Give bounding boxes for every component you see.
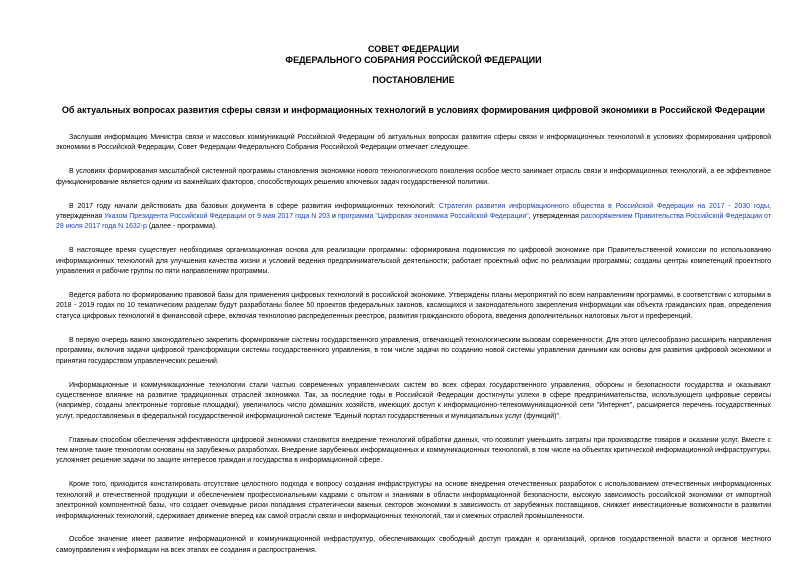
paragraph-5: Ведется работа по формированию правовой базы для применения цифровых технологий в российской экономике. Утверждены планы мероприятий по всем направлениям программы, в соответствии с которыми в 2018 - 2019 годах по 10 тематическим разделам будут разработаны более 50 проектов федеральных законов, касающихся и законодательного закрепления информации как объекта гражданских прав, определения статуса цифровых технологий в финансовой сфере, включая технологию распределенных реестров, развития гражданского оборота, введения дополнительных налоговых льгот и преференций. xyxy=(56,292,771,320)
strategy-link[interactable]: Стратегия развития информационного общества в Российской Федерации на 2017 - 2030 годы xyxy=(438,202,770,210)
document-body xyxy=(56,133,771,556)
paragraph-3-text-1: В 2017 году начали действовать два базовых документа в сфере развития информационных технологий: xyxy=(69,202,439,210)
paragraph-9: Кроме того, приходится констатировать отсутствие целостного подхода к вопросу создания инфраструктуры на основе внедрения отечественных разработок с использованием отечественных информационных технологий и отечественной продукции и обеспечением профессиональными кадрами с опытом и знаниями в области информационной безопасности, высокую зависимость российской экономики от импортной электронной компонентной базы, что создает очевидные риски попадания стратегически важных секторов экономики в зависимость от зарубежных поставщиков, снижает инвестиционные возможности в развитии информационных технологий, сдерживает движение вперед как самой отрасли связи и информационных технологий, так и смежных отраслей промышленности. xyxy=(56,481,771,520)
issuer-line-1: СОВЕТ ФЕДЕРАЦИИ xyxy=(367,44,460,54)
paragraph-3-text-4: , утвержденная xyxy=(528,213,581,221)
government-order-link[interactable]: распоряжением Правительства Российской Федерации от 28 июля 2017 года N 1632-р xyxy=(56,213,771,231)
paragraph-3 xyxy=(56,202,771,233)
paragraph-6: В первую очередь важно законодательно закрепить формирование системы государственного управления, отвечающей технологическим вызовам современности. Для этого целесообразно расширить направления программы, включив задачи цифровой трансформации системы государственного управления, в том числе задачи по созданию новой системы управления данными как основы для развития цифровой экономики и принятия государством управленческих решений. xyxy=(56,336,771,365)
issuer-line-2: ФЕДЕРАЛЬНОГО СОБРАНИЯ РОССИЙСКОЙ ФЕДЕРАЦИИ xyxy=(285,55,542,65)
presidential-decree-link[interactable]: Указом Президента Российской Федерации от 9 мая 2017 года N 203 xyxy=(104,213,330,221)
paragraph-4: В настоящее время существует необходимая организационная основа для реализации программы: сформирована подкомиссия по цифровой экономике при Правительственной комиссии по использованию информационных технологий для улучшения качества жизни и условий ведения предпринимательской деятельности; работает проектный офис по реализации программы; созданы центры компетенций проектного управления и рабочие группы по пяти направлениям программы. xyxy=(56,247,771,276)
digital-economy-program-link[interactable]: программа "Цифровая экономика Российской Федерации" xyxy=(337,213,529,221)
paragraph-3-text-2: , утвержденная xyxy=(56,202,771,221)
paragraph-3-text-5: (далее - программа). xyxy=(146,223,217,231)
paragraph-3-text-3: и xyxy=(330,213,338,221)
paragraph-2: В условиях формирования масштабной системной программы становления экономики нового технологического поколения особое место занимает отрасль связи и информационных технологий, а ее эффективное функционирование является одним из важнейших факторов, способствующих решению ключевых задач государственной политики. xyxy=(56,168,771,186)
document-type: ПОСТАНОВЛЕНИЕ xyxy=(372,75,455,85)
document-title: Об актуальных вопросах развития сферы связи и информационных технологий в условиях формирования цифровой экономики в Российской Федерации xyxy=(61,105,766,115)
paragraph-7: Информационные и коммуникационные технологии стали частью современных управленческих систем во всех сферах государственного управления, обороны и безопасности государства и оказывают существенное влияние на развитие традиционных отраслей экономики. Так, за последние годы в Российской Федерации достигнуты успехи в сфере предпринимательства, использующего цифровые сервисы (например, созданы электронные торговые площадки), увеличилось число домашних хозяйств, имеющих доступ к информационно-телекоммуникационной сети "Интернет", расширяется перечень государственных услуг, предоставляемых в федеральной государственной информационной системе "Единый портал государственных и муниципальных услуг (функций)". xyxy=(56,381,771,420)
paragraph-8: Главным способом обеспечения эффективности цифровой экономики становится внедрение технологий обработки данных, что позволит уменьшить затраты при производстве товаров и оказании услуг. Вместе с тем многие такие технологии основаны на зарубежных разработках. Внедрение зарубежных информационных и коммуникационных технологий, в том числе на объектах критической информационной инфраструктуры, усложняет решение задачи по защите интересов граждан и государства в информационной сфере. xyxy=(56,436,771,465)
paragraph-1: Заслушав информацию Министра связи и массовых коммуникаций Российской Федерации об актуальных вопросах развития сферы связи и информационных технологий в условиях формирования цифровой экономики в Российской Федерации, Совет Федерации Федерального Собрания Российской Федерации отмечает следующее. xyxy=(56,134,771,152)
paragraph-10: Особое значение имеет развитие информационной и коммуникационной инфраструктур, обеспечивающих свободный доступ граждан и организаций, органов государственной власти и органов местного самоуправления к информации на всех этапах ее создания и распространения. xyxy=(56,536,771,554)
